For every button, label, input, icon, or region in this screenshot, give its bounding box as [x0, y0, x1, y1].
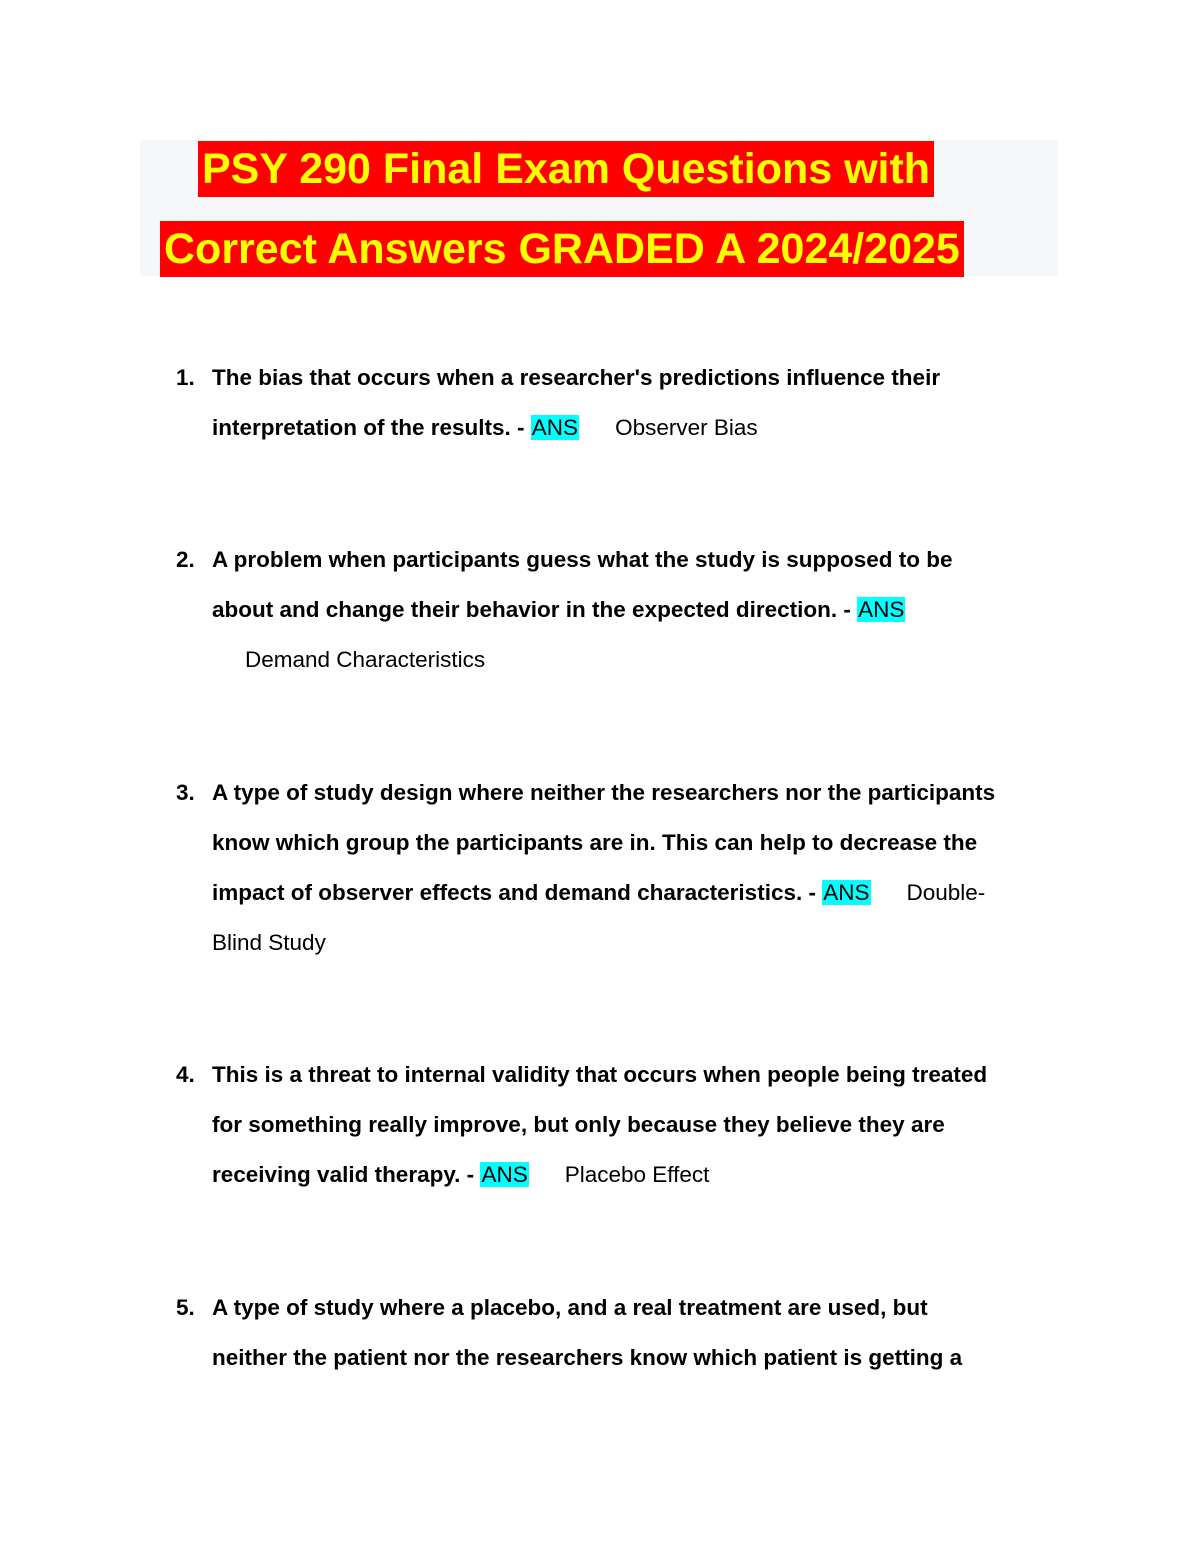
- question-3-answer-part-2: Blind Study: [212, 930, 326, 955]
- question-4-number: 4.: [176, 1062, 195, 1087]
- question-4-text-line-1: This is a threat to internal validity that occurs when people being treated: [212, 1062, 988, 1087]
- document-title-line-1: PSY 290 Final Exam Questions with: [198, 141, 934, 197]
- question-3-text-line-1: A type of study design where neither the researchers nor the participants: [212, 780, 996, 805]
- question-1-text-line-2: [212, 413, 758, 443]
- question-4-prefix: receiving valid therapy. -: [212, 1162, 475, 1187]
- ans-label: ANS: [481, 1162, 528, 1187]
- question-2-prefix: about and change their behavior in the expected direction. -: [212, 597, 851, 622]
- question-5-number: 5.: [176, 1295, 195, 1320]
- question-4-text-line-3: [212, 1160, 709, 1190]
- question-3-text-line-2: know which group the participants are in. This can help to decrease the: [212, 830, 978, 855]
- question-5-text-line-1: A type of study where a placebo, and a real treatment are used, but: [212, 1295, 928, 1320]
- question-5-text-line-2: neither the patient nor the researchers know which patient is getting a: [212, 1345, 963, 1370]
- question-1-text-line-1: The bias that occurs when a researcher's predictions influence their: [212, 365, 941, 390]
- question-3-answer-part-1: Double-: [906, 880, 986, 905]
- ans-label: ANS: [858, 597, 905, 622]
- question-2-number: 2.: [176, 547, 195, 572]
- question-3-prefix: impact of observer effects and demand characteristics. -: [212, 880, 816, 905]
- ans-label: ANS: [531, 415, 579, 440]
- question-4-text-line-2: for something really improve, but only because they believe they are: [212, 1112, 945, 1137]
- question-2-text-line-2: [212, 595, 905, 625]
- question-2-text-line-1: A problem when participants guess what the study is supposed to be: [212, 547, 953, 572]
- question-3-number: 3.: [176, 780, 195, 805]
- question-3-text-line-3: [212, 878, 985, 908]
- question-2-answer: Demand Characteristics: [245, 647, 486, 672]
- question-4-answer: Placebo Effect: [564, 1162, 710, 1187]
- question-1-answer: Observer Bias: [615, 415, 758, 440]
- ans-label: ANS: [823, 880, 870, 905]
- question-1-number: 1.: [176, 365, 195, 390]
- document-title-line-2: Correct Answers GRADED A 2024/2025: [160, 221, 964, 277]
- question-1-prefix: interpretation of the results. -: [212, 415, 525, 440]
